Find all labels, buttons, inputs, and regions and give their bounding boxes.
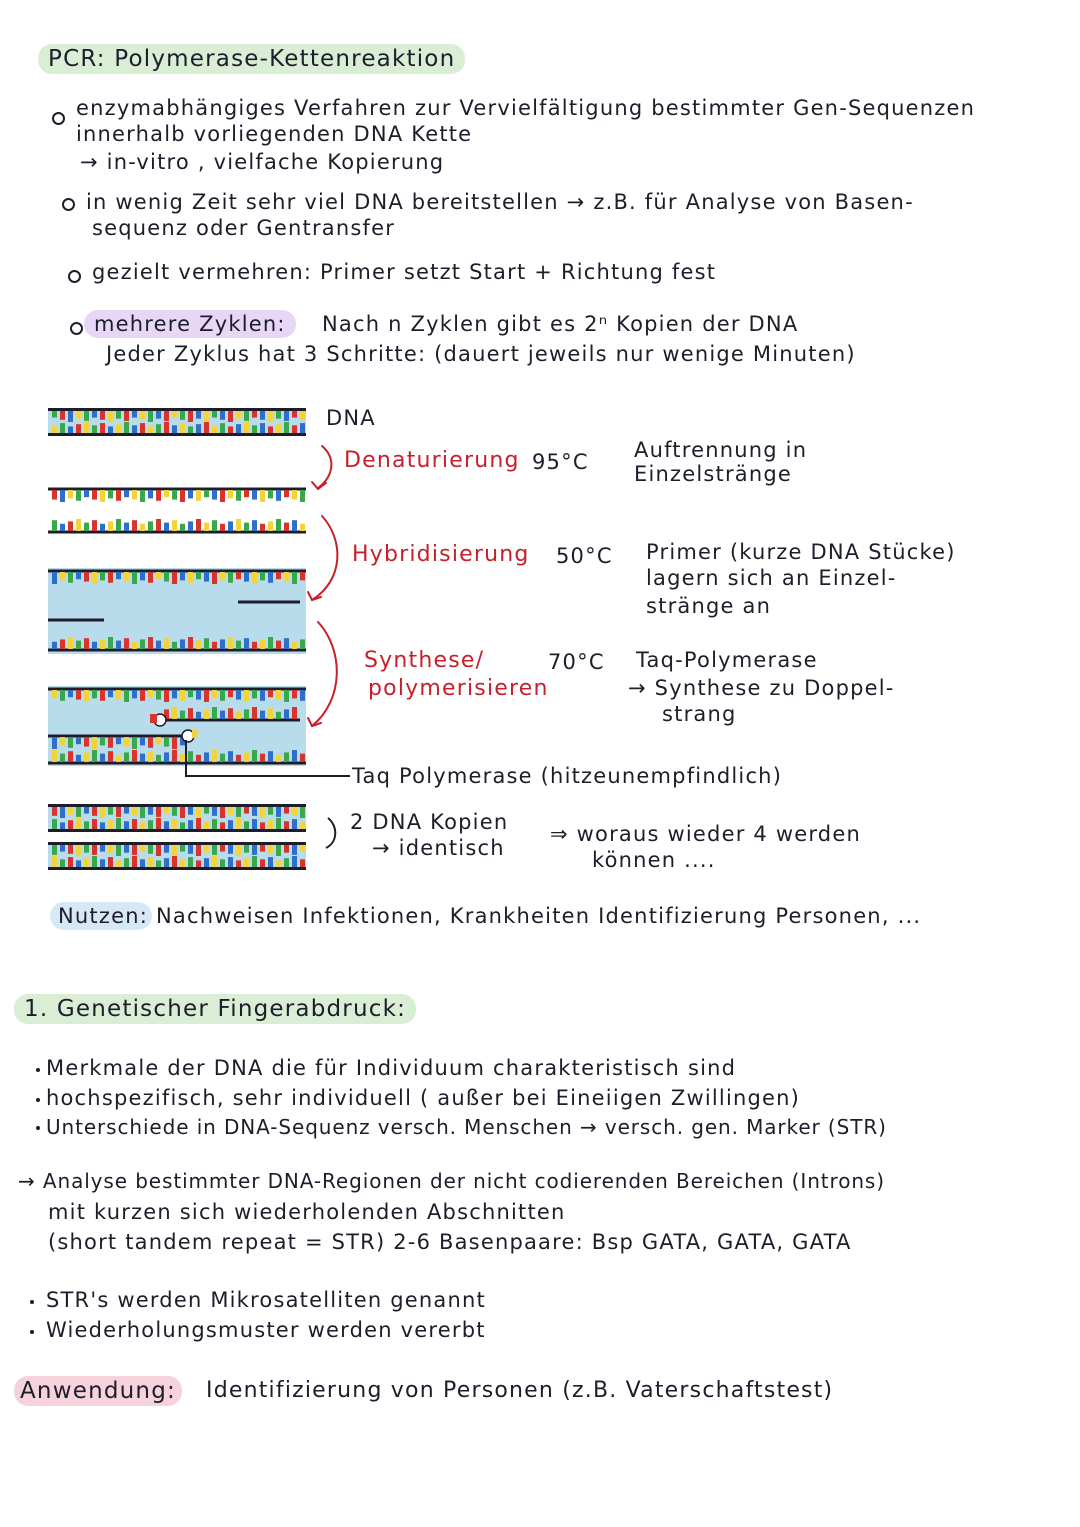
bullet-dot-icon (30, 1300, 34, 1304)
arrow-denaturation (318, 446, 331, 488)
dna-label: DNA (326, 406, 376, 430)
step1-desc-line1: Auftrennung in (634, 438, 808, 462)
bullet-dot-icon (36, 1098, 40, 1102)
taq-pointer-line (186, 740, 350, 776)
fingerprint-point5: Wiederholungsmuster werden vererbt (46, 1318, 486, 1342)
nutzen-text: Nachweisen Infektionen, Krankheiten Identifizierung Personen, ... (156, 904, 922, 928)
bullet-dot-icon (30, 1330, 34, 1334)
pcr-bullet1-line1: in wenig Zeit sehr viel DNA bereitstellen → z.B. für Analyse von Basen- (86, 190, 914, 214)
pcr-intro-line2: innerhalb vorliegenden DNA Kette (76, 122, 473, 146)
step3-temp: 70°C (548, 650, 605, 674)
pcr-intro-line1: enzymabhängiges Verfahren zur Vervielfältigung bestimmter Gen-Sequenzen (76, 96, 976, 120)
result-line2: → identisch (372, 836, 505, 860)
analysis-line3: (short tandem repeat = STR) 2-6 Basenpaare: Bsp GATA, GATA, GATA (48, 1230, 852, 1254)
step2-name: Hybridisierung (352, 542, 530, 567)
analysis-line1: → Analyse bestimmter DNA-Regionen der nicht codierenden Bereichen (Introns) (18, 1169, 885, 1193)
pcr-bullet3-highlight: mehrere Zyklen: (84, 310, 296, 338)
step3-desc-line1: Taq-Polymerase (636, 648, 818, 672)
fingerprint-point2: hochspezifisch, sehr individuell ( außer bei Eineiigen Zwillingen) (46, 1086, 801, 1110)
analysis-line2: mit kurzen sich wiederholenden Abschnitten (48, 1200, 566, 1224)
step3-name-line2: polymerisieren (368, 676, 549, 701)
result-note-line2: können .... (592, 848, 716, 872)
taq-polymerase-label: Taq Polymerase (hitzeunempfindlich) (352, 764, 783, 788)
arrow-synthesis (312, 622, 337, 726)
step3-desc-line3: strang (662, 702, 737, 726)
step1-temp: 95°C (532, 450, 589, 474)
pcr-bullet1-line2: sequenz oder Gentransfer (92, 216, 396, 240)
fingerprint-point1: Merkmale der DNA die für Individuum charakteristisch sind (46, 1056, 737, 1080)
application-text: Identifizierung von Personen (z.B. Vaterschaftstest) (206, 1378, 834, 1403)
result-brace (326, 818, 335, 848)
result-note-line1: ⇒ woraus wieder 4 werden (550, 822, 861, 846)
fingerprint-point4: STR's werden Mikrosatelliten genannt (46, 1288, 486, 1312)
fingerprint-heading: 1. Genetischer Fingerabdruck: (14, 994, 416, 1024)
pcr-bullet3-rest: Nach n Zyklen gibt es 2ⁿ Kopien der DNA (322, 312, 799, 336)
pcr-intro-line3: → in-vitro , vielfache Kopierung (80, 150, 445, 174)
fingerprint-point3: Unterschiede in DNA-Sequenz versch. Menschen → versch. gen. Marker (STR) (46, 1115, 887, 1139)
arrow-hybridization (312, 516, 337, 600)
step2-desc-line1: Primer (kurze DNA Stücke) (646, 540, 956, 564)
step1-desc-line2: Einzelstränge (634, 462, 793, 486)
pcr-bullet2: gezielt vermehren: Primer setzt Start + Richtung fest (92, 260, 717, 284)
bullet-dot-icon (36, 1068, 40, 1072)
step3-name-line1: Synthese/ (364, 648, 485, 673)
step2-temp: 50°C (556, 544, 613, 568)
result-line1: 2 DNA Kopien (350, 810, 509, 834)
nutzen-label: Nutzen: (50, 902, 152, 930)
step3-desc-line2: → Synthese zu Doppel- (628, 676, 895, 700)
pcr-bullet3-line2: Jeder Zyklus hat 3 Schritte: (dauert jeweils nur wenige Minuten) (106, 342, 856, 366)
step2-desc-line3: stränge an (646, 594, 772, 618)
step1-name: Denaturierung (344, 448, 520, 473)
application-label: Anwendung: (14, 1376, 182, 1406)
pcr-title: PCR: Polymerase-Kettenreaktion (38, 44, 465, 74)
bullet-dot-icon (36, 1126, 40, 1130)
step2-desc-line2: lagern sich an Einzel- (646, 566, 897, 590)
